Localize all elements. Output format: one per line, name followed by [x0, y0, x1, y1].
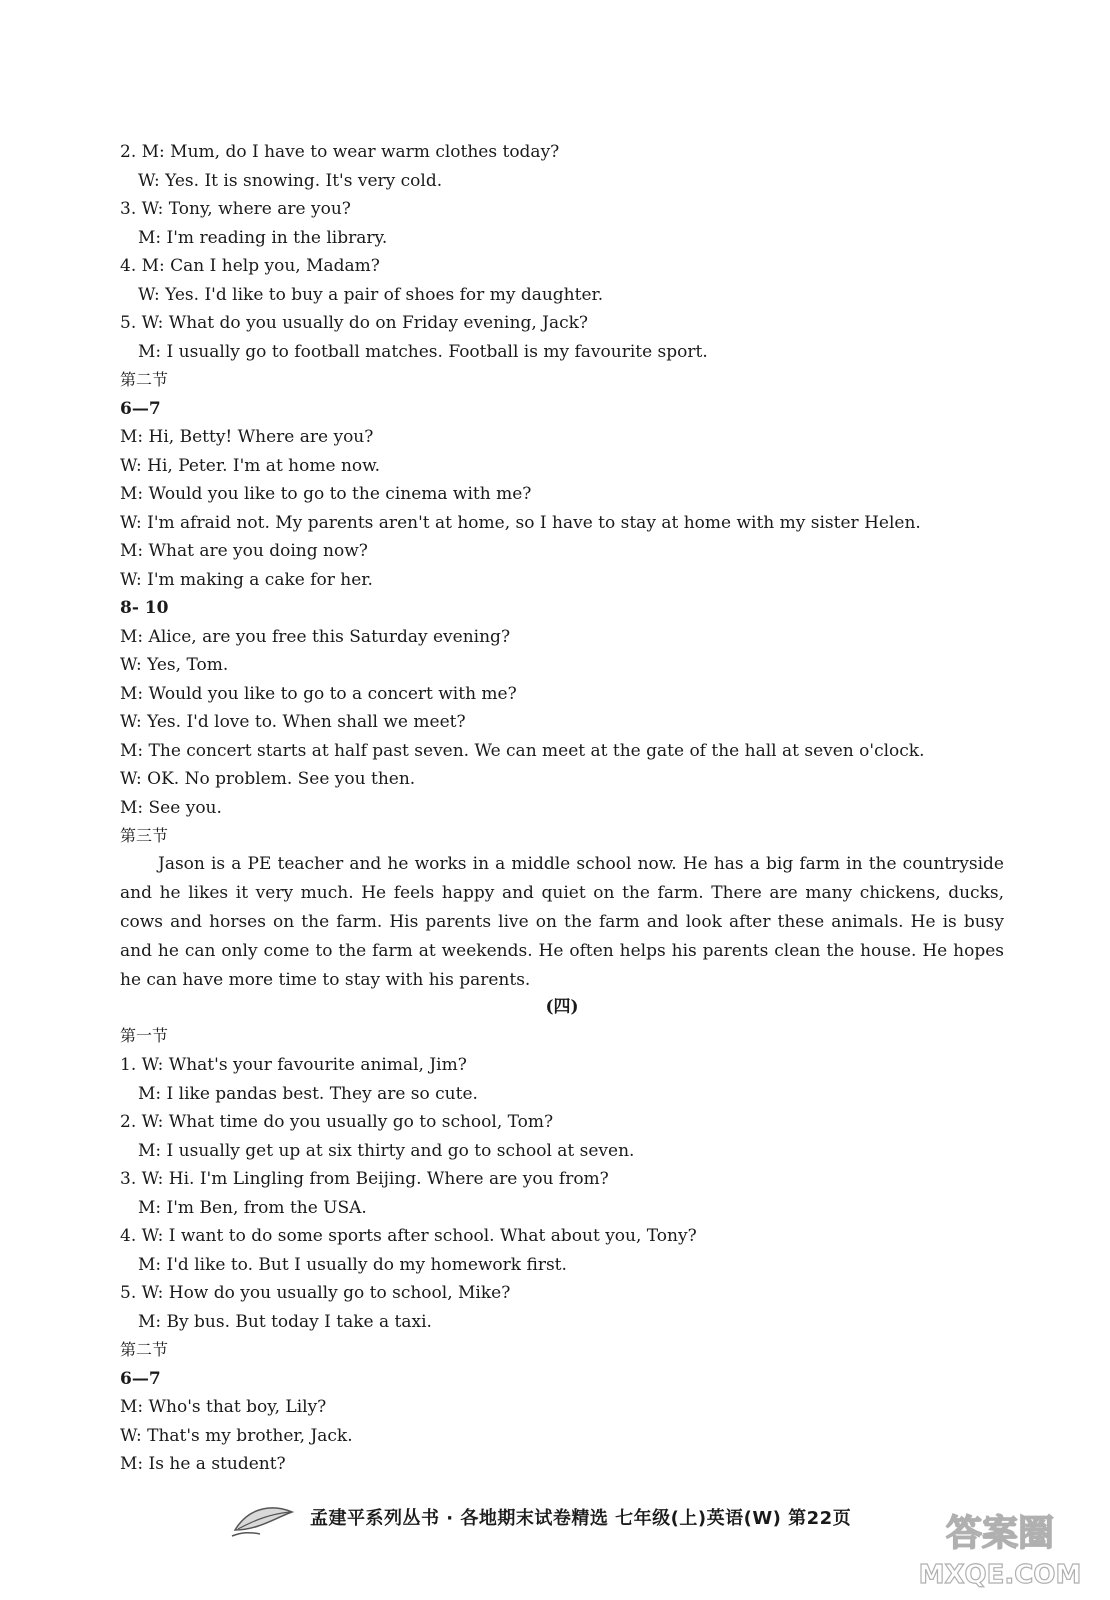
dialogue-line: M: I'm Ben, from the USA.: [138, 1198, 367, 1218]
dialogue-line: M: Who's that boy, Lily?: [120, 1397, 327, 1417]
section-heading: 第三节: [120, 826, 169, 845]
section-heading: 第二节: [120, 1340, 169, 1359]
dialogue-line: 4. W: I want to do some sports after school. What about you, Tony?: [120, 1226, 697, 1246]
dialogue-line: 1. W: What's your favourite animal, Jim?: [120, 1055, 467, 1075]
dialogue-line: W: OK. No problem. See you then.: [120, 769, 416, 789]
dialogue-line: M: See you.: [120, 798, 222, 818]
dialogue-line: 3. W: Tony, where are you?: [120, 199, 351, 219]
question-range: 8- 10: [120, 598, 169, 618]
dialogue-line: W: Yes. I'd love to. When shall we meet?: [120, 712, 466, 732]
dialogue-line: 4. M: Can I help you, Madam?: [120, 256, 380, 276]
dialogue-line: M: Hi, Betty! Where are you?: [120, 427, 374, 447]
watermark-logo: [900, 1495, 1100, 1595]
dialogue-line: W: Yes. I'd like to buy a pair of shoes for my daughter.: [138, 285, 604, 305]
footer-text: 孟建平系列丛书 · 各地期末试卷精选 七年级(上)英语(W) 第22页: [310, 1508, 852, 1529]
dialogue-line: M: Would you like to go to the cinema with me?: [120, 484, 532, 504]
page-footer: [230, 1500, 1010, 1540]
section-heading: 第一节: [120, 1026, 169, 1045]
dialogue-line: 3. W: Hi. I'm Lingling from Beijing. Where are you from?: [120, 1169, 609, 1189]
dialogue-line: M: I usually go to football matches. Football is my favourite sport.: [138, 342, 708, 362]
dialogue-line: W: I'm making a cake for her.: [120, 570, 373, 590]
dialogue-line: M: What are you doing now?: [120, 541, 368, 561]
watermark-brand: 答案圈: [945, 1513, 1055, 1554]
dialogue-line: W: Yes. It is snowing. It's very cold.: [138, 171, 443, 191]
dialogue-line: M: I'm reading in the library.: [138, 228, 388, 248]
dialogue-line: M: Is he a student?: [120, 1454, 286, 1474]
dialogue-line: W: I'm afraid not. My parents aren't at home, so I have to stay at home with my sister Helen.: [120, 513, 921, 533]
dialogue-line: M: The concert starts at half past seven. We can meet at the gate of the hall at seven o'clock.: [120, 741, 925, 761]
dialogue-line: W: Yes, Tom.: [120, 655, 229, 675]
dialogue-line: W: That's my brother, Jack.: [120, 1426, 353, 1446]
dialogue-line: 5. W: What do you usually do on Friday evening, Jack?: [120, 313, 589, 333]
dialogue-line: M: Alice, are you free this Saturday evening?: [120, 627, 511, 647]
section-four-title: (四): [545, 997, 579, 1017]
dialogue-line: M: Would you like to go to a concert with me?: [120, 684, 517, 704]
dialogue-line: 2. M: Mum, do I have to wear warm clothes today?: [120, 142, 560, 162]
dialogue-line: M: By bus. But today I take a taxi.: [138, 1312, 432, 1332]
dialogue-line: 2. W: What time do you usually go to school, Tom?: [120, 1112, 554, 1132]
dialogue-line: M: I usually get up at six thirty and go to school at seven.: [138, 1141, 635, 1161]
watermark-url: MXQE.COM: [918, 1560, 1082, 1590]
leaf-icon: [230, 1500, 300, 1540]
question-range: 6—7: [120, 399, 161, 419]
dialogue-line: M: I'd like to. But I usually do my homework first.: [138, 1255, 567, 1275]
passage-paragraph: Jason is a PE teacher and he works in a middle school now. He has a big farm in the countryside and he likes it very much. He feels happy and quiet on the farm. There are many chickens, ducks, cows and horses on the farm. His parents live on the farm and look after these animals. He is busy and he can only come to the farm at weekends. He often helps his parents clean the house. He hopes he can have more time to stay with his parents.: [120, 854, 1004, 990]
dialogue-line: M: I like pandas best. They are so cute.: [138, 1084, 478, 1104]
dialogue-line: 5. W: How do you usually go to school, Mike?: [120, 1283, 511, 1303]
dialogue-line: W: Hi, Peter. I'm at home now.: [120, 456, 381, 476]
question-range: 6—7: [120, 1369, 161, 1389]
section-heading: 第二节: [120, 370, 169, 389]
